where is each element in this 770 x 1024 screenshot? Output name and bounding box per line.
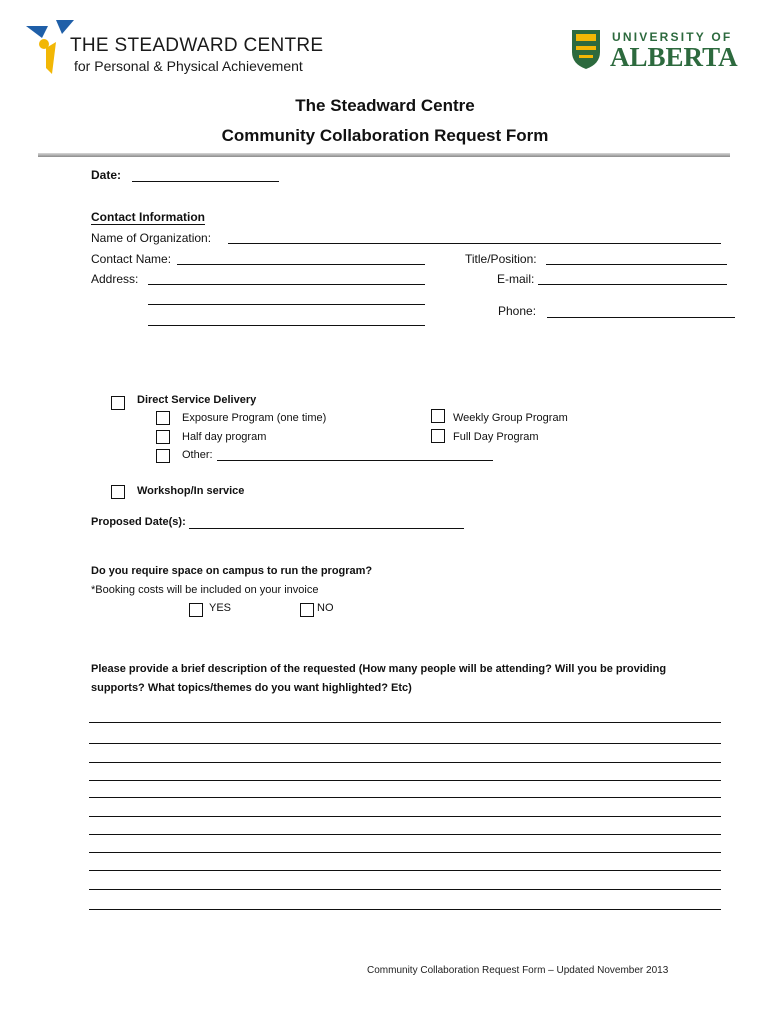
header-divider (38, 153, 730, 157)
other-checkbox[interactable] (156, 449, 170, 463)
yes-label: YES (209, 602, 232, 614)
steadward-logo-line1: THE STEADWARD CENTRE (70, 35, 324, 56)
full-day-label: Full Day Program (453, 431, 539, 443)
description-line-9[interactable] (89, 870, 721, 871)
form-title: The Steadward Centre (295, 96, 475, 115)
steadward-logo-line2: for Personal & Physical Achievement (74, 58, 303, 74)
description-line-11[interactable] (89, 909, 721, 910)
description-line-4[interactable] (89, 780, 721, 781)
no-checkbox[interactable] (300, 603, 314, 617)
address-field-3[interactable] (148, 325, 425, 326)
full-day-checkbox[interactable] (431, 429, 445, 443)
ualberta-logo-line2: ALBERTA (610, 42, 738, 72)
contact-name-field[interactable] (177, 264, 425, 265)
exposure-program-label: Exposure Program (one time) (182, 412, 327, 424)
description-line-10[interactable] (89, 889, 721, 890)
title-position-field[interactable] (546, 264, 727, 265)
date-field[interactable] (132, 181, 279, 182)
description-line-7[interactable] (89, 834, 721, 835)
address-field-1[interactable] (148, 284, 425, 285)
description-prompt-line2: supports? What topics/themes do you want highlighted? Etc) (91, 682, 412, 694)
half-day-checkbox[interactable] (156, 430, 170, 444)
email-field[interactable] (538, 284, 727, 285)
contact-heading: Contact Information (91, 210, 205, 224)
org-field[interactable] (228, 243, 721, 244)
proposed-dates-label: Proposed Date(s): (91, 516, 186, 528)
description-line-2[interactable] (89, 743, 721, 744)
description-prompt-line1: Please provide a brief description of the requested (How many people will be attending? Will you be providing (91, 663, 667, 675)
proposed-dates-field[interactable] (189, 528, 464, 529)
ualberta-crest-icon (570, 28, 602, 70)
direct-service-label: Direct Service Delivery (137, 394, 257, 406)
workshop-label: Workshop/In service (137, 485, 245, 497)
steadward-logo (22, 18, 322, 78)
description-line-5[interactable] (89, 797, 721, 798)
other-field[interactable] (217, 460, 493, 461)
footer-text: Community Collaboration Request Form – Updated November 2013 (367, 965, 669, 976)
address-field-2[interactable] (148, 304, 425, 305)
description-line-3[interactable] (89, 762, 721, 763)
description-line-6[interactable] (89, 816, 721, 817)
space-question: Do you require space on campus to run the program? (91, 565, 373, 577)
title-position-label: Title/Position: (465, 252, 537, 266)
workshop-checkbox[interactable] (111, 485, 125, 499)
space-note: *Booking costs will be included on your invoice (91, 584, 319, 596)
other-label: Other: (182, 449, 213, 461)
weekly-group-checkbox[interactable] (431, 409, 445, 423)
contact-name-label: Contact Name: (91, 252, 172, 266)
phone-field[interactable] (547, 317, 735, 318)
date-label: Date: (91, 168, 122, 182)
direct-service-checkbox[interactable] (111, 396, 125, 410)
ualberta-logo (570, 28, 740, 74)
half-day-label: Half day program (182, 431, 267, 443)
description-line-8[interactable] (89, 852, 721, 853)
org-label: Name of Organization: (91, 231, 212, 245)
form-subtitle: Community Collaboration Request Form (221, 126, 549, 145)
weekly-group-label: Weekly Group Program (453, 412, 568, 424)
no-label: NO (317, 602, 334, 614)
description-line-1[interactable] (89, 722, 721, 723)
email-label: E-mail: (497, 272, 535, 286)
exposure-program-checkbox[interactable] (156, 411, 170, 425)
yes-checkbox[interactable] (189, 603, 203, 617)
ualberta-logo-line1: UNIVERSITY OF (612, 30, 733, 44)
address-label: Address: (91, 272, 139, 286)
phone-label: Phone: (498, 304, 537, 318)
